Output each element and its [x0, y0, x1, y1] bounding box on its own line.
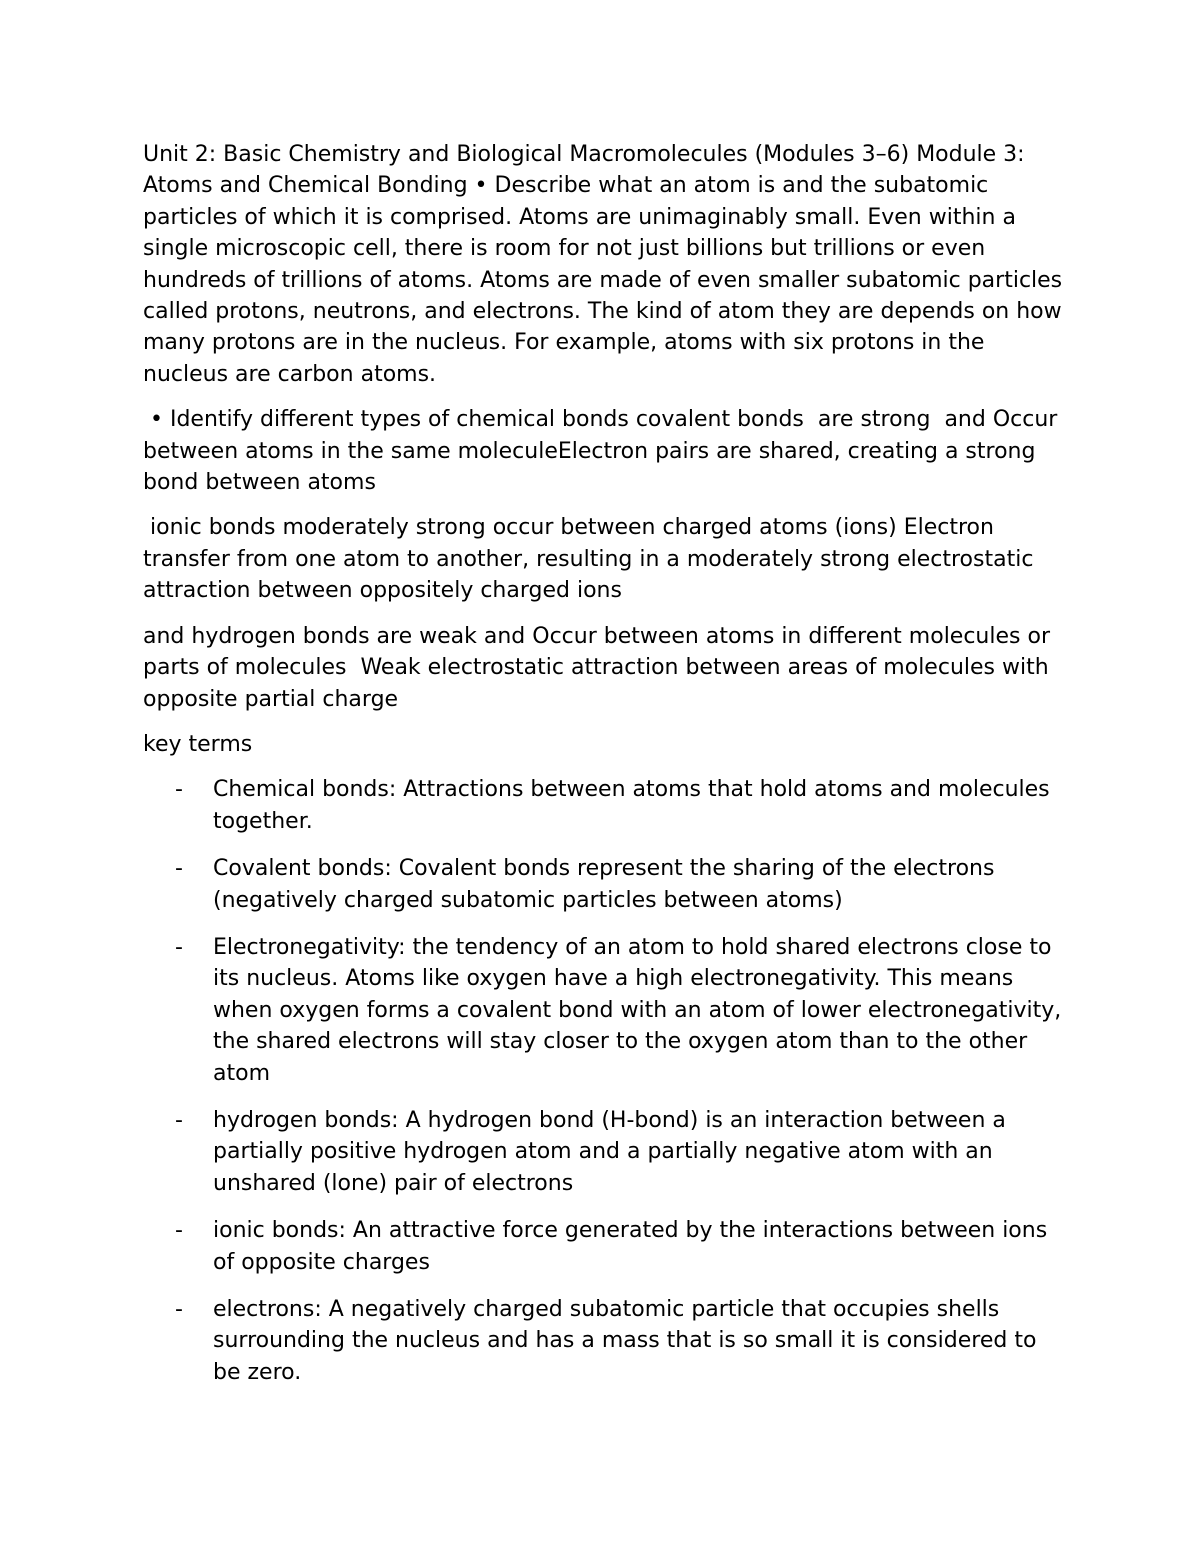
- key-term-text: Electronegativity: the tendency of an atom to hold shared electrons close to its nucleus. Atoms like oxygen have a high electronegativity. This means when oxygen forms a covalent bond with an atom of lower electronegativity, the shared electrons will stay closer to the oxygen atom than to the other atom: [213, 934, 1062, 1086]
- key-term-text: hydrogen bonds: A hydrogen bond (H-bond) is an interaction between a partially positive hydrogen atom and a partially negative atom with an unshared (lone) pair of electrons: [213, 1107, 1006, 1196]
- covalent-bonds-paragraph: • Identify different types of chemical bonds covalent bonds are strong and Occur between atoms in the same moleculeElectron pairs are shared, creating a strong bond between atoms: [143, 407, 1065, 496]
- bullet-dash: -: [175, 934, 183, 960]
- key-terms-list: [143, 774, 1068, 1388]
- list-item: [143, 853, 1068, 916]
- key-term-text: Chemical bonds: Attractions between atoms that hold atoms and molecules together.: [213, 777, 1050, 834]
- key-term-text: Covalent bonds: Covalent bonds represent the sharing of the electrons (negatively charged subatomic particles between atoms): [213, 856, 995, 913]
- list-item: [143, 774, 1068, 837]
- key-terms-heading: key terms: [143, 731, 253, 757]
- list-item: [143, 1105, 1068, 1199]
- hydrogen-bonds-paragraph: and hydrogen bonds are weak and Occur between atoms in different molecules or parts of molecules Weak electrostatic attraction between areas of molecules with opposite partial charge: [143, 623, 1057, 712]
- list-item: [143, 1294, 1068, 1388]
- list-item: [143, 932, 1068, 1089]
- bullet-dash: -: [175, 856, 183, 882]
- bullet-dash: -: [175, 1107, 183, 1133]
- ionic-bonds-paragraph: ionic bonds moderately strong occur between charged atoms (ions) Electron transfer from one atom to another, resulting in a moderately strong electrostatic attraction between oppositely charged ions: [143, 515, 1041, 604]
- intro-paragraph: Unit 2: Basic Chemistry and Biological Macromolecules (Modules 3–6) Module 3: Atoms and Chemical Bonding • Describe what an atom is and the subatomic particles of which it is comprised. Atoms are unimaginably small. Even within a single microscopic cell, there is room for not just billions but trillions or even hundreds of trillions of atoms. Atoms are made of even smaller subatomic particles called protons, neutrons, and electrons. The kind of atom they are depends on how many protons are in the nucleus. For example, atoms with six protons in the nucleus are carbon atoms.: [143, 142, 1063, 387]
- document-page: [143, 139, 1068, 1404]
- list-item: [143, 1215, 1068, 1278]
- bullet-dash: -: [175, 777, 183, 803]
- key-term-text: ionic bonds: An attractive force generated by the interactions between ions of opposite charges: [213, 1218, 1048, 1275]
- bullet-dash: -: [175, 1218, 183, 1244]
- bullet-dash: -: [175, 1297, 183, 1322]
- key-term-text: electrons: A negatively charged subatomic particle that occupies shells surrounding the nucleus and has a mass that is so small it is considered to be zero.: [213, 1297, 1037, 1385]
